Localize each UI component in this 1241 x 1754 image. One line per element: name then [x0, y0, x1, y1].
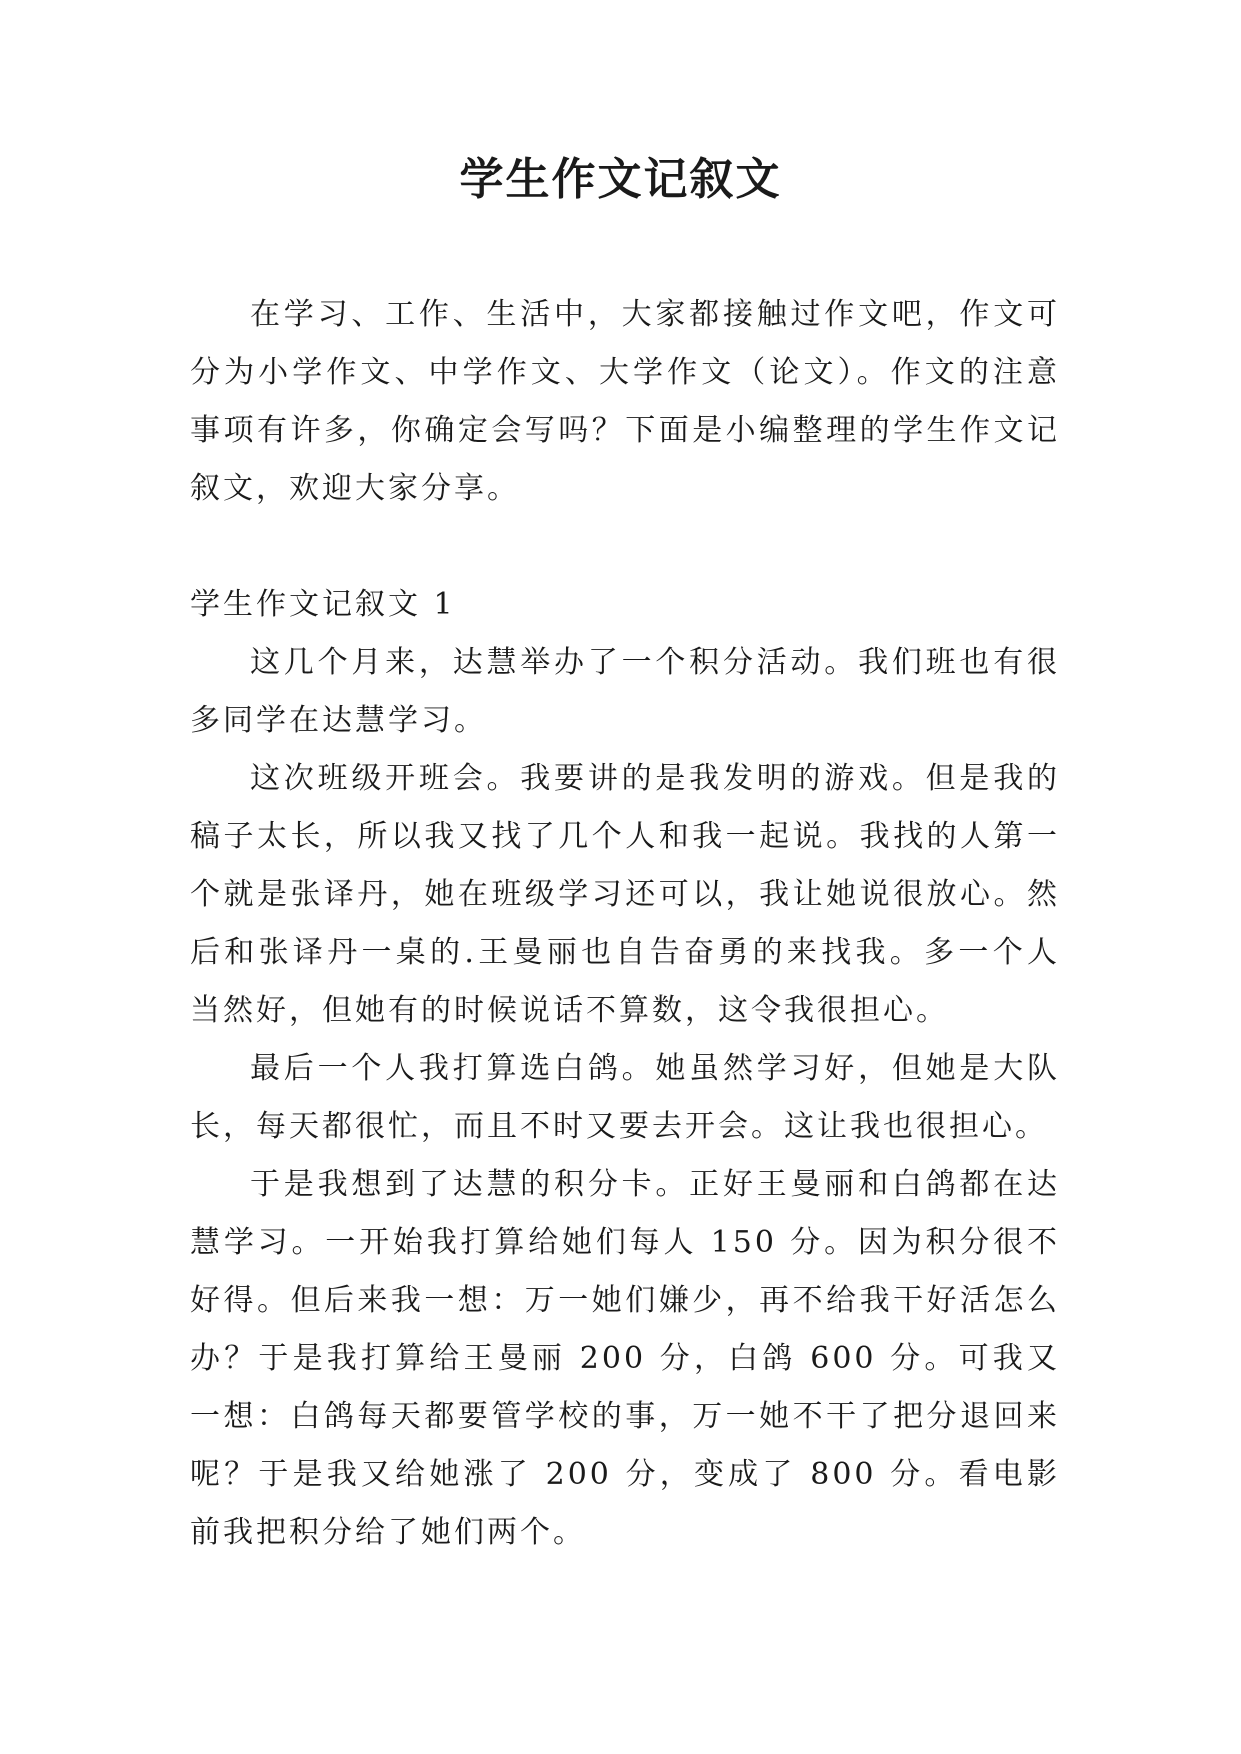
document-body — [190, 286, 1060, 1562]
intro-paragraph: 在学习、工作、生活中，大家都接触过作文吧，作文可分为小学作文、中学作文、大学作文（论文）。作文的注意事项有许多，你确定会写吗？下面是小编整理的学生作文记叙文，欢迎大家分享。 — [190, 297, 1060, 506]
section-heading: 学生作文记叙文 1 — [190, 587, 456, 622]
body-paragraph: 这次班级开班会。我要讲的是我发明的游戏。但是我的稿子太长，所以我又找了几个人和我一起说。我找的人第一个就是张译丹，她在班级学习还可以，我让她说很放心。然后和张译丹一桌的.王曼丽也自告奋勇的来找我。多一个人当然好，但她有的时候说话不算数，这令我很担心。 — [190, 761, 1060, 1028]
document-title: 学生作文记叙文 — [459, 154, 782, 205]
body-paragraph: 这几个月来，达慧举办了一个积分活动。我们班也有很多同学在达慧学习。 — [190, 645, 1060, 738]
body-paragraph: 于是我想到了达慧的积分卡。正好王曼丽和白鸽都在达慧学习。一开始我打算给她们每人 150 分。因为积分很不好得。但后来我一想：万一她们嫌少，再不给我干好活怎么办？于是我打算给王曼丽 200 分，白鸽 600 分。可我又一想：白鸽每天都要管学校的事，万一她不干了把分退回来呢？于是我又给她涨了 200 分，变成了 800 分。看电影前我把积分给了她们两个。 — [190, 1167, 1060, 1550]
body-paragraph: 最后一个人我打算选白鸽。她虽然学习好，但她是大队长，每天都很忙，而且不时又要去开会。这让我也很担心。 — [190, 1051, 1060, 1144]
